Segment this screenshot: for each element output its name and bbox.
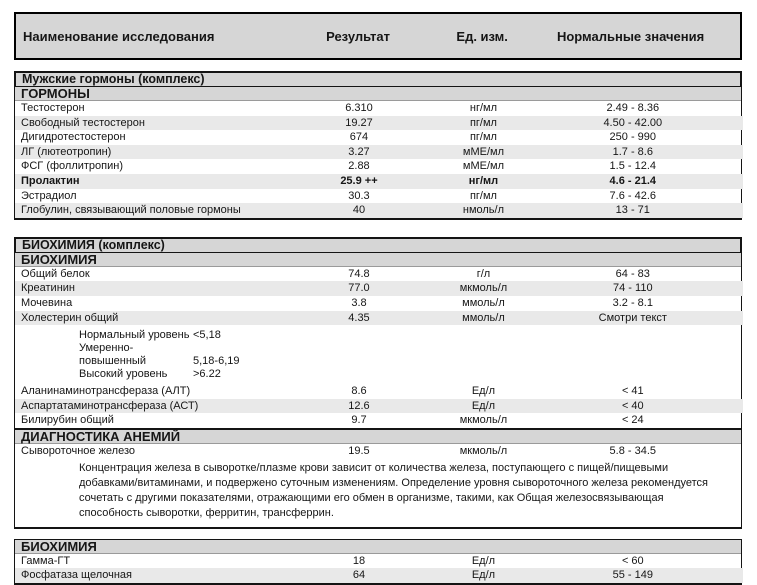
comment-note: Концентрация железа в сыворотке/плазме крови зависит от количества железа, поступающего с пищей/пищевыми добавками/витаминами, и подвержено суточным изменениям. Определение уровня сывороточного железа рекомендуется сочетать с другими показателями, отражающими его обмен в организме, такими, как Общая железосвязывающая способность сыворотки, ферритин, трансферрин. <box>79 461 709 519</box>
table-row <box>15 145 743 160</box>
result-cell: 3.27 <box>348 145 370 158</box>
section-header: БИОХИМИЯ <box>15 540 741 554</box>
units-cell: Ед/л <box>471 569 496 582</box>
table-row <box>15 554 743 569</box>
result-cell: 40 <box>352 204 366 217</box>
table-row <box>15 311 743 326</box>
normal-range-cell: 4.50 - 42.00 <box>603 116 663 129</box>
normal-range-cell: 1.5 - 12.4 <box>609 160 657 173</box>
result-cell: 74.8 <box>348 267 370 280</box>
column-header-result: Результат <box>326 28 390 44</box>
normal-range-cell: 5.8 - 34.5 <box>609 444 657 457</box>
table-row <box>15 189 743 204</box>
normal-range-cell: 74 - 110 <box>613 282 653 295</box>
units-cell: мкмоль/л <box>459 444 508 457</box>
result-cell: 3.8 <box>351 296 367 309</box>
result-cell: 674 <box>349 131 369 144</box>
normal-range-cell: 4.6 - 21.4 <box>609 174 657 187</box>
units-cell: пг/мл <box>469 131 497 144</box>
reference-level-line <box>15 329 743 342</box>
normal-range-cell: < 40 <box>621 399 644 412</box>
table-row <box>15 568 743 583</box>
report-blocks <box>14 71 742 585</box>
normal-range-cell: 250 - 990 <box>609 131 657 144</box>
column-header-units: Ед. изм. <box>456 28 508 44</box>
results-header <box>14 12 742 60</box>
complex-block <box>14 539 742 585</box>
result-cell: 19.5 <box>348 444 370 457</box>
result-cell: 30.3 <box>348 189 370 202</box>
result-cell: 8.6 <box>351 385 367 398</box>
note-value: >6.22 <box>193 368 221 381</box>
units-cell: ммоль/л <box>462 296 505 309</box>
results-table <box>15 267 743 428</box>
result-cell: 9.7 <box>351 414 367 427</box>
header-row <box>15 13 741 59</box>
result-cell: 19.27 <box>345 116 373 129</box>
results-table <box>15 101 743 218</box>
result-cell: 64 <box>352 569 366 582</box>
section-header: ГОРМОНЫ <box>15 87 741 101</box>
table-row <box>15 384 743 399</box>
test-name-cell: ФСГ (фоллитропин) <box>21 160 124 173</box>
test-name-cell: Дигидротестостерон <box>21 131 126 144</box>
reference-levels-row <box>15 325 743 384</box>
test-name-cell: Глобулин, связывающий половые гормоны <box>21 204 241 217</box>
reference-levels-cell <box>15 325 743 384</box>
units-cell: нг/мл <box>468 174 499 187</box>
result-cell: 12.6 <box>348 399 370 412</box>
units-cell: Ед/л <box>471 554 496 567</box>
table-row <box>15 267 743 282</box>
units-cell: ммоль/л <box>462 311 505 324</box>
complex-block <box>14 237 742 529</box>
reference-levels <box>15 325 743 384</box>
units-cell: пг/мл <box>469 189 497 202</box>
units-cell: пг/мл <box>469 116 497 129</box>
test-name-cell: Аланинаминотрансфераза (АЛТ) <box>21 385 191 398</box>
units-cell: мкмоль/л <box>459 282 508 295</box>
test-name-cell: Тестостерон <box>21 102 85 114</box>
table-row <box>15 399 743 414</box>
results-table <box>15 554 743 583</box>
note-label: Нормальный уровень <box>79 329 190 342</box>
test-name-cell: Аспартатаминотрансфераза (АСТ) <box>21 399 199 412</box>
result-cell: 18 <box>352 554 366 567</box>
normal-range-cell: 55 - 149 <box>612 569 653 582</box>
column-header-normal-values: Нормальные значения <box>556 28 705 44</box>
normal-range-cell: 1.7 - 8.6 <box>612 145 653 158</box>
test-name-cell: Креатинин <box>21 282 75 295</box>
table-row <box>15 159 743 174</box>
units-cell: мкмоль/л <box>459 414 508 427</box>
complex-title: БИОХИМИЯ (комплекс) <box>15 238 741 253</box>
normal-range-cell: < 41 <box>621 385 644 398</box>
complex-title: Мужские гормоны (комплекс) <box>15 72 741 87</box>
section-header: ДИАГНОСТИКА АНЕМИЙ <box>15 428 741 444</box>
table-row <box>15 174 743 189</box>
test-name-cell: Билирубин общий <box>21 414 114 427</box>
reference-level-line <box>15 368 743 381</box>
normal-range-cell: 64 - 83 <box>615 267 650 280</box>
column-header-test-name: Наименование исследования <box>23 28 215 44</box>
table-row <box>15 444 743 459</box>
normal-range-cell: < 24 <box>621 414 644 427</box>
normal-range-cell: Смотри текст <box>598 311 667 324</box>
units-cell: Ед/л <box>471 385 496 398</box>
units-cell: нг/мл <box>469 102 498 114</box>
note-value: 5,18-6,19 <box>193 355 240 368</box>
comment-row <box>15 459 743 527</box>
result-cell: 6.310 <box>345 102 373 114</box>
normal-range-cell: 7.6 - 42.6 <box>609 189 657 202</box>
test-name-cell: Общий белок <box>21 267 90 280</box>
result-cell: 4.35 <box>348 311 370 324</box>
note-label: Высокий уровень <box>79 368 168 381</box>
units-cell: мМЕ/мл <box>462 160 504 173</box>
normal-range-cell: 3.2 - 8.1 <box>612 296 653 309</box>
result-cell: 77.0 <box>348 282 370 295</box>
normal-range-cell: 2.49 - 8.36 <box>606 102 660 114</box>
note-label: Умеренно-повышенный <box>79 342 146 368</box>
result-cell: 25.9 ++ <box>340 174 378 187</box>
test-name-cell: Сывороточное железо <box>21 444 136 457</box>
units-cell: г/л <box>476 267 491 280</box>
table-row <box>15 281 743 296</box>
table-row <box>15 116 743 131</box>
table-row <box>15 101 743 116</box>
note-value: <5,18 <box>193 329 221 342</box>
units-cell: нмоль/л <box>462 204 505 217</box>
normal-range-cell: 13 - 71 <box>615 204 650 217</box>
test-name-cell: Фосфатаза щелочная <box>21 569 133 582</box>
test-name-cell: Мочевина <box>21 296 73 309</box>
test-name-cell: ЛГ (лютеотропин) <box>21 145 112 158</box>
table-row <box>15 413 743 428</box>
section-header: БИОХИМИЯ <box>15 253 741 267</box>
table-row <box>15 130 743 145</box>
test-name-cell: Эстрадиол <box>21 189 77 202</box>
units-cell: мМЕ/мл <box>462 145 504 158</box>
table-row <box>15 296 743 311</box>
results-table <box>15 444 743 527</box>
complex-block <box>14 71 742 220</box>
test-name-cell: Свободный тестостерон <box>21 116 145 129</box>
units-cell: Ед/л <box>471 399 496 412</box>
comment-cell <box>15 459 743 527</box>
reference-level-line <box>15 342 743 368</box>
result-cell: 2.88 <box>348 160 370 173</box>
test-name-cell: Пролактин <box>21 174 80 187</box>
normal-range-cell: < 60 <box>621 554 644 567</box>
test-name-cell: Гамма-ГТ <box>21 554 71 567</box>
table-row <box>15 203 743 218</box>
test-name-cell: Холестерин общий <box>21 311 119 324</box>
